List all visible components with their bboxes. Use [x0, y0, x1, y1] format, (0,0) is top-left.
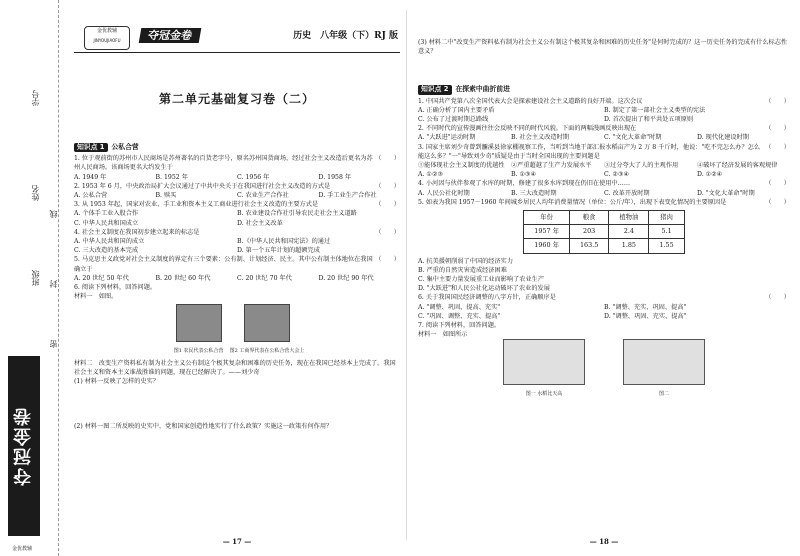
figure-2-caption: 图2 工商界代表在公私合营大会上 — [229, 347, 305, 354]
option: B. 农业建设合作社引导农民走社会主义道路 — [237, 210, 357, 218]
table-header: 植物油 — [609, 211, 649, 225]
option: B. 严重的自然灾害造成经济困难 — [418, 266, 507, 274]
answer-bracket: （ ） — [375, 228, 400, 236]
option: D. 现代化建设时期 — [697, 134, 749, 142]
answer-bracket: （ ） — [375, 201, 400, 209]
table-cell: 1960 年 — [524, 239, 570, 253]
consumption-table — [523, 210, 684, 254]
option: ④破坏了经济发展的客观规律 — [697, 162, 778, 170]
q5-options — [418, 257, 790, 294]
option: D. 手工业生产合作社 — [318, 192, 377, 200]
logo-subtext: JINYOUJIAOFU — [93, 38, 121, 43]
question — [418, 124, 790, 133]
question — [418, 198, 790, 207]
table-header: 粮食 — [569, 211, 608, 225]
left-content — [74, 140, 400, 432]
kp-tag: 知识点 2 — [418, 85, 452, 94]
knowledge-point-1 — [74, 143, 400, 152]
spine-publisher: 金优教辅 — [12, 546, 33, 552]
question-text: 1. 中国共产党第八次全国代表大会是探索建设社会主义道路的良好开端。这次会议 — [418, 97, 643, 105]
page-number-left: — 17 — — [222, 536, 252, 546]
option: B. 1952 年 — [155, 173, 188, 181]
cartoon-1-caption: 图一 水稻比天高 — [525, 390, 563, 397]
option: B.《中华人民共和国宪法》的通过 — [237, 238, 331, 246]
option: C. 农业生产合作社 — [237, 192, 289, 200]
option: B. 赎买 — [155, 192, 177, 200]
option: D. "文化大革命"时期 — [697, 189, 755, 197]
option: A. ①②③ — [418, 171, 444, 179]
sub-question-3: (3) 材料二中"改变生产资料私有制为社会主义公有制这个极其复杂和困难的历史任务"是何时完成的？这一历史任务的完成有什么标志性意义？ — [418, 39, 788, 56]
knowledge-point-2 — [418, 85, 790, 94]
right-content — [418, 38, 790, 399]
table-cell: 163.5 — [569, 239, 608, 253]
material-1-figures — [74, 304, 400, 355]
header-bar — [74, 22, 400, 53]
cartoon-2 — [605, 339, 723, 398]
cartoon-rice-image — [503, 339, 585, 385]
table-cell: 2.4 — [609, 225, 649, 239]
material-1-label: 材料一 如图。 — [74, 293, 118, 301]
option: A. 抗美援朝削弱了中国的经济实力 — [418, 257, 514, 265]
table-header: 年份 — [524, 211, 570, 225]
option: C. "巩固、调整、充实、提高" — [418, 312, 501, 320]
question — [418, 143, 790, 161]
student-number-label: 学号 — [31, 90, 40, 106]
table-cell: 1.55 — [649, 239, 684, 253]
question — [418, 97, 790, 106]
option: A. 20 世纪 50 年代 — [74, 274, 129, 282]
name-label: 姓名 — [31, 185, 40, 201]
seal-char: 封 — [49, 280, 58, 288]
option: D. ①②④ — [697, 171, 723, 179]
question — [74, 182, 400, 191]
series-title: 夺冠金卷 — [139, 28, 202, 43]
question-7: 7. 阅读下列材料，回答问题。 — [418, 322, 501, 330]
subject-label: 历史 八年级（下）RJ 版 — [293, 31, 398, 41]
options — [418, 161, 790, 179]
secret-char: 密 — [49, 340, 58, 348]
page-divider — [406, 10, 407, 540]
answer-bracket: （ ） — [765, 143, 790, 151]
question — [74, 154, 400, 172]
question-text: 4. 社会主义制度在我国初步建立起来的标志是 — [74, 228, 200, 236]
spine-brand: 夺冠金卷 — [8, 356, 40, 536]
options — [418, 189, 790, 198]
question-text: 2. 不同时代的宣传漫画往往会反映不同的时代风貌。下面的两幅漫画反映出现在 — [418, 125, 637, 133]
answer-bracket: （ ） — [765, 198, 790, 206]
option: A. 正确分析了国内主要矛盾 — [418, 106, 495, 114]
option: B. ①③④ — [511, 171, 537, 179]
right-page — [418, 0, 790, 556]
q6-intro: 6. 阅读下列材料，回答问题。 — [74, 284, 157, 292]
option: D. 社会主义改革 — [237, 219, 283, 227]
left-question-list — [74, 154, 400, 283]
cartoon-1 — [485, 339, 603, 398]
option: A. 1949 年 — [74, 173, 107, 181]
question-text: 6. 关于我国国民经济调整的八字方针，正确顺序是 — [418, 294, 556, 302]
answer-bracket: （ ） — [765, 294, 790, 302]
kp-text: 在探索中曲折前进 — [455, 85, 510, 94]
table-cell: 203 — [569, 225, 608, 239]
material-2: 材料二 改变生产资料私有制为社会主义公有制这个极其复杂和困难的历史任务，现在在我国已经基本上完成了。我国社会主义和资本主义谁战胜谁的问题，现在已经解决了。——刘少奇 — [74, 359, 396, 377]
options — [74, 209, 400, 227]
option: C. 20 世纪 70 年代 — [237, 274, 292, 282]
figure-1 — [170, 304, 228, 355]
option: A. 中华人民共和国的成立 — [74, 238, 145, 246]
options — [74, 191, 400, 200]
kp-text: 公私合营 — [111, 143, 139, 151]
cartoon-figures — [418, 339, 790, 398]
question — [74, 228, 400, 237]
sub-question-2: (2) 材料一图二所反映的史实中，党和国家创造性地实行了什么政策？实施这一政策有何作用？ — [74, 423, 333, 431]
figure-1-caption: 图1 农民代表公私合营 — [173, 347, 224, 354]
option: A. 公私合营 — [74, 192, 108, 200]
options — [74, 237, 400, 255]
sub-question-1: (1) 材料一反映了怎样的史实？ — [74, 378, 159, 386]
option: C. 集中主要力量发展重工业而影响了农业生产 — [418, 276, 545, 284]
question-text: 5. 如表为我国 1957－1960 年间城乡居民人均年消费量情况（单位：公斤/年），出现下表变化情况的主要原因是 — [418, 198, 727, 206]
answer-space — [418, 56, 790, 82]
cut-line-char: 线 — [49, 210, 58, 218]
table-cell: 5.1 — [649, 225, 684, 239]
options — [74, 173, 400, 182]
table-cell: 1.85 — [609, 239, 649, 253]
option: C. 三大改造的基本完成 — [74, 247, 139, 255]
option: B. 20 世纪 60 年代 — [155, 274, 211, 282]
option: D. 20 世纪 90 年代 — [318, 274, 374, 282]
question-text: 1. 位于观前街的苏州市人民商场是苏州著名的百货老字号，原名苏州国货商场，经过社会主义改造后更名为苏州人民商场。该商场更名大约发生于 — [74, 155, 373, 172]
cartoon-2-caption: 图二 — [658, 390, 669, 397]
option: B. "调整、充实、巩固、提高" — [604, 303, 687, 311]
question-text: 5. 马克思主义政党对社会主义制度的界定有三个要素：公有制、计划经济、民主。其中公有制主体地位在我国确立于 — [74, 256, 373, 273]
option: C. 中华人民共和国成立 — [74, 219, 139, 227]
question-6 — [418, 293, 790, 302]
page-number-right: — 18 — — [589, 536, 619, 546]
photo-merchants — [244, 304, 290, 342]
answer-bracket: （ ） — [765, 180, 790, 188]
binding-spine — [0, 0, 59, 556]
table-header: 猪肉 — [649, 211, 684, 225]
answer-bracket: （ ） — [765, 97, 790, 105]
option: D. "调整、巩固、充实、提高" — [604, 312, 687, 320]
option: ②严重超越了生产力发展水平 — [511, 162, 592, 170]
option: D. 第一个五年计划的超额完成 — [237, 247, 320, 255]
left-page — [74, 0, 400, 556]
page-title: 第二单元基础复习卷（二） — [158, 92, 315, 106]
publisher-logo — [84, 26, 130, 50]
photo-farmers — [176, 304, 222, 342]
option: ③过分夸大了人的主观作用 — [604, 162, 679, 170]
answer-bracket: （ ） — [375, 155, 400, 163]
question-text: 4. 小河因与伙伴参观了水库的时期，修建了很多水库到现在仍旧在使用中…… — [418, 180, 631, 188]
question — [74, 200, 400, 209]
option: D. "大跃进"和人民公社化运动破坏了农业的发展 — [418, 285, 550, 293]
answer-bracket: （ ） — [375, 182, 400, 190]
table-cell: 1957 年 — [524, 225, 570, 239]
option: ①能体现社会主义制度的优越性 — [418, 162, 505, 170]
option: A. 人民公社化时期 — [418, 189, 470, 197]
table-header-row — [524, 211, 684, 225]
option: C. 改革开放时期 — [604, 189, 650, 197]
option: A. "大跃进"运动时期 — [418, 134, 476, 142]
option: D. 1958 年 — [318, 173, 352, 181]
option: D. 首次提出了和平共处五项原则 — [604, 116, 694, 124]
option: C. 公布了过渡时期总路线 — [418, 116, 489, 124]
question-text: 3. 从 1953 年起，国家对农业、手工业和资本主义工商业进行社会主义改造的主要方式是 — [74, 201, 319, 209]
class-label: 班级 — [31, 270, 40, 286]
option: B. 社会主义改造时期 — [511, 134, 569, 142]
option: C. "文化大革命"时期 — [604, 134, 662, 142]
material-label: 材料一 如图所示 — [418, 331, 468, 339]
answer-space — [74, 386, 400, 422]
option: C. 1956 年 — [237, 173, 270, 181]
question — [74, 255, 400, 273]
table-row — [524, 225, 684, 239]
options — [418, 133, 790, 142]
question-text: 3. 国家主席刘少奇曾到瀰溪县徐家棚视察工作，当听到当地干部汇报水稻亩产为 2 万 8 千斤时，他说："吃不完怎么办？怎么能这么多？"一"导致刘少奇"质疑是由于当时全国出现的主要问题是 — [418, 143, 761, 160]
option: C. ②③④ — [604, 171, 630, 179]
logo-text: 金优教辅 — [96, 28, 117, 34]
table-row — [524, 239, 684, 253]
options — [418, 106, 790, 124]
question — [418, 179, 790, 188]
kp-tag: 知识点 1 — [74, 143, 108, 152]
figure-2 — [230, 304, 305, 355]
options — [74, 274, 400, 283]
option: B. 制定了第一部社会主义类型的宪法 — [604, 106, 706, 114]
right-question-list — [418, 97, 790, 207]
cartoon-cow-image — [623, 339, 705, 385]
option: A. "调整、巩固、提高、充实" — [418, 303, 501, 311]
option: B. 三大改造时期 — [511, 189, 557, 197]
question-text: 2. 1953 年 6 月，中央政治局扩大会议通过了中共中央关于在我国进行社会主义改造的方式是 — [74, 182, 331, 190]
answer-bracket: （ ） — [765, 125, 790, 133]
option: A. 个体手工业入股合作 — [74, 210, 139, 218]
answer-bracket: （ ） — [375, 256, 400, 264]
q6-options — [418, 303, 790, 321]
